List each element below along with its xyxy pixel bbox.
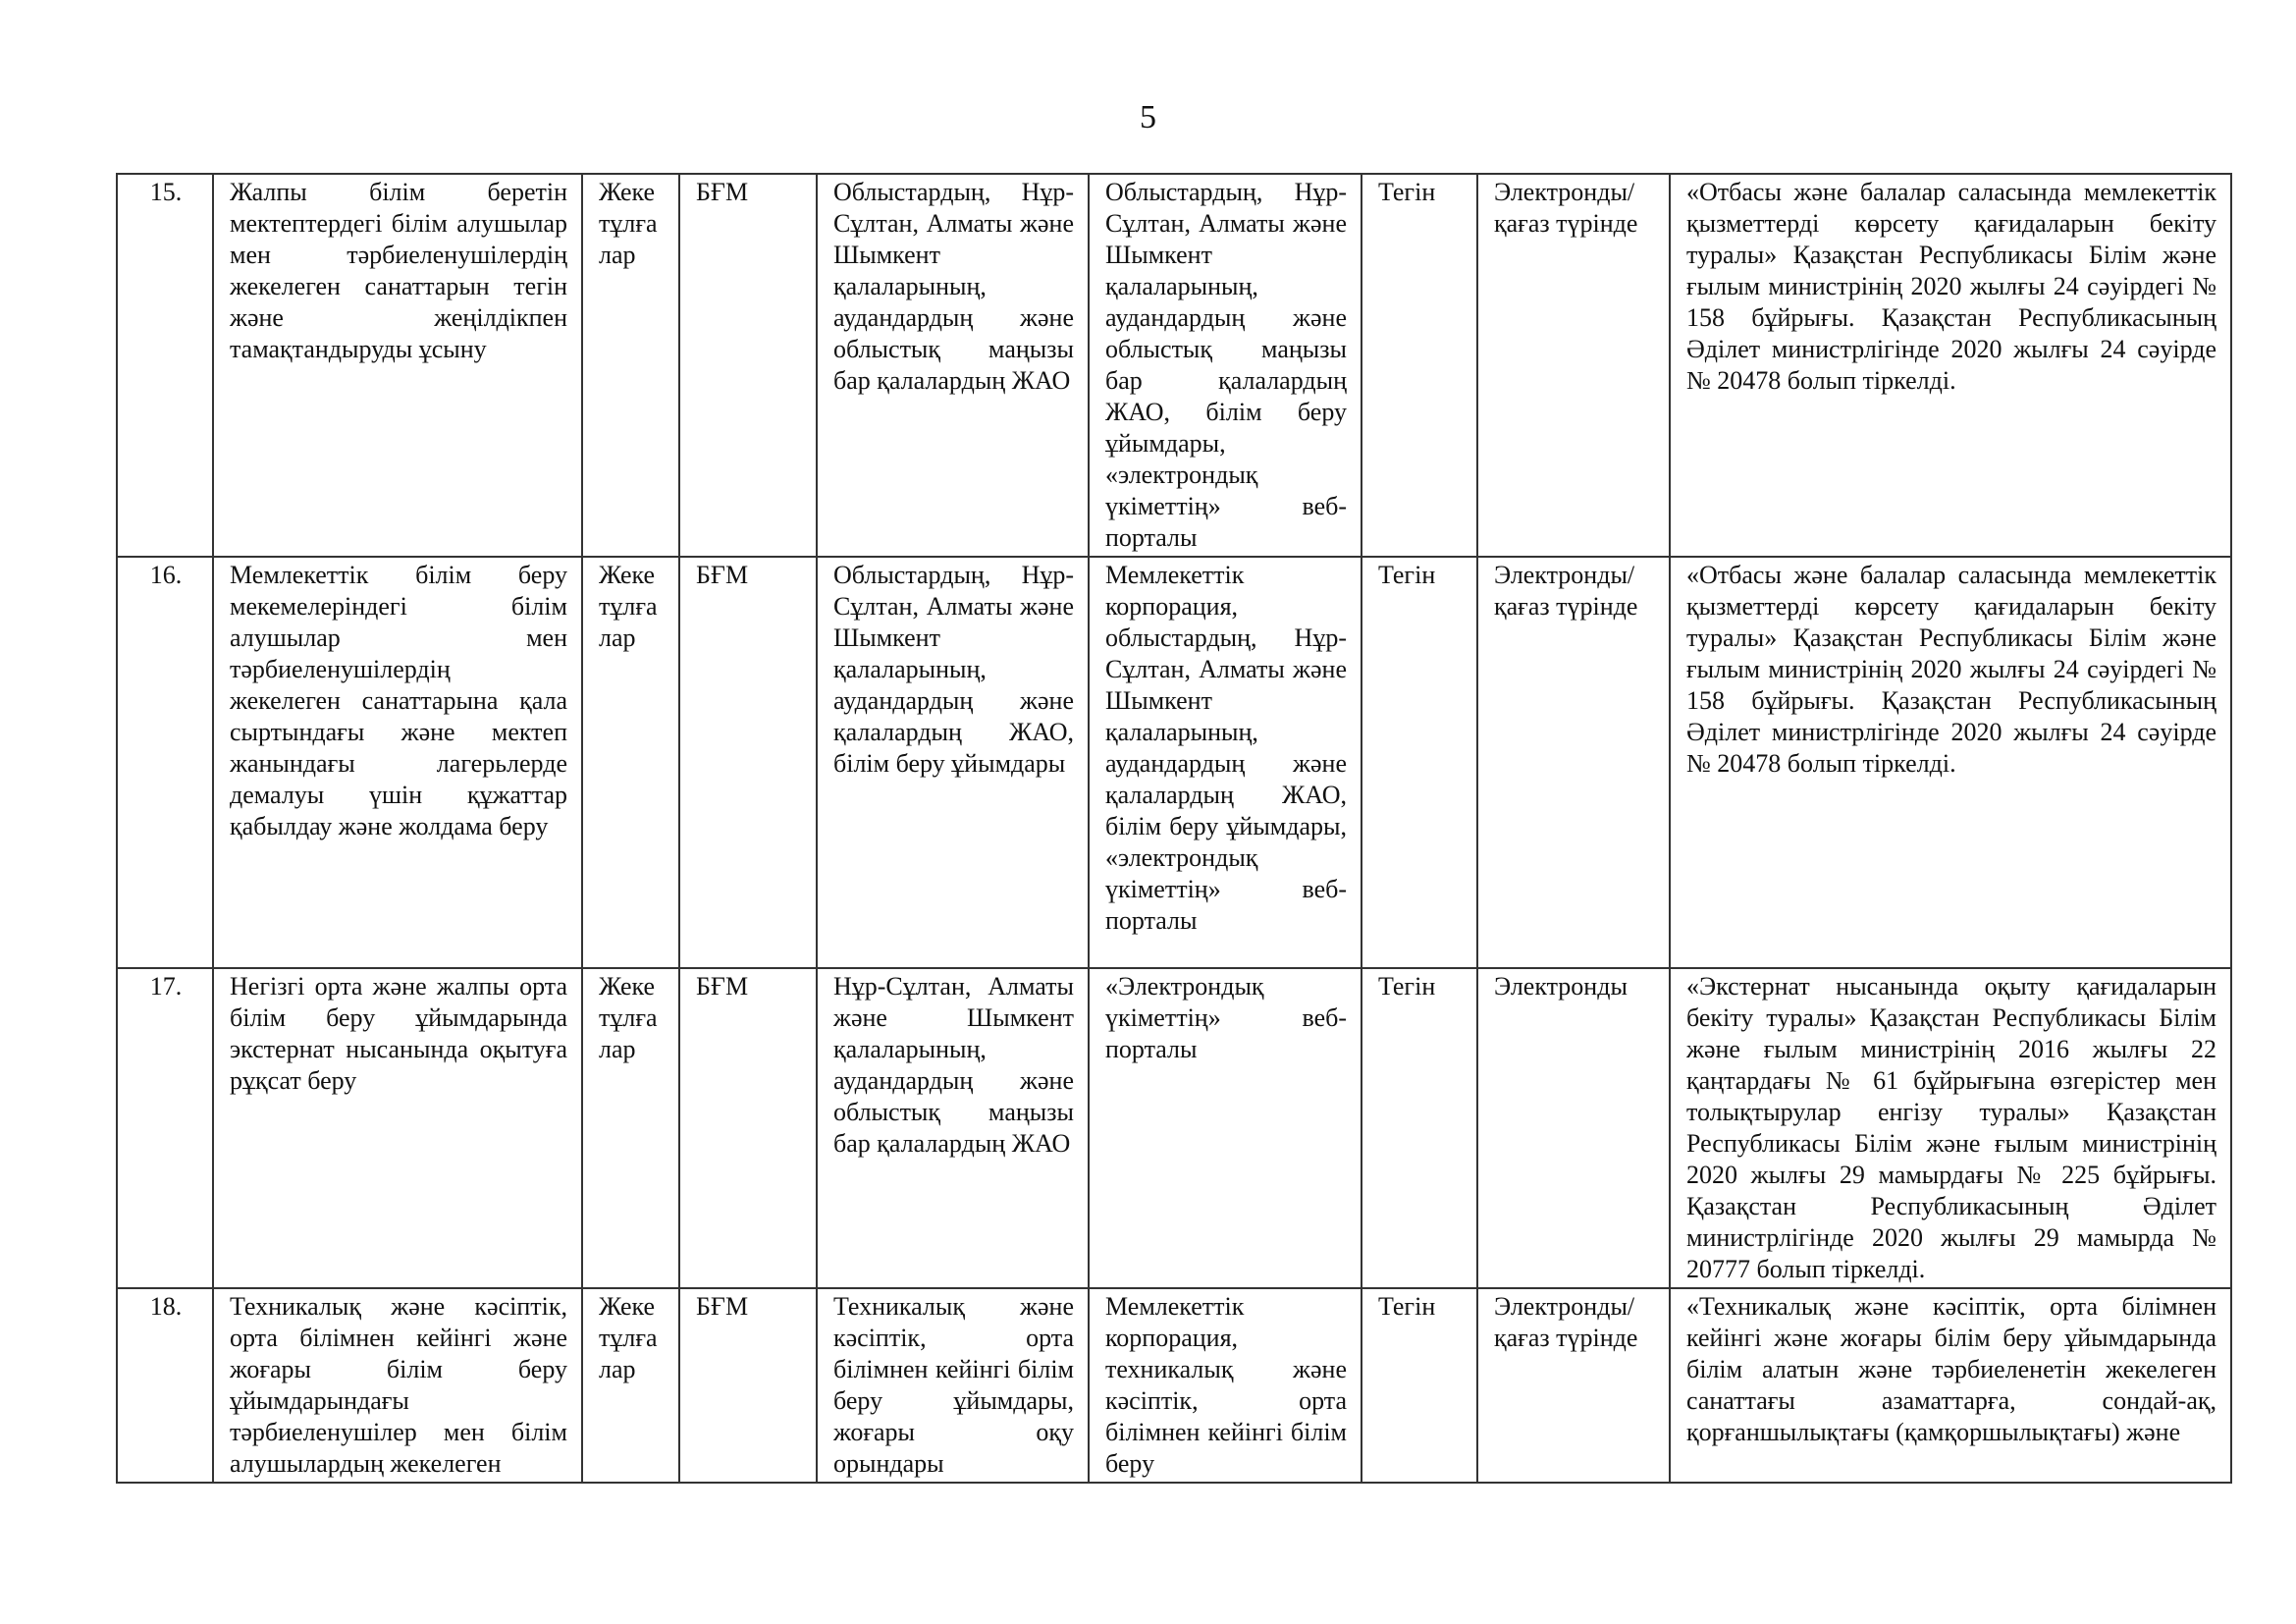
payment: Тегін <box>1362 174 1477 557</box>
row-number: 15. <box>117 174 213 557</box>
developer: Облыстардың, Нұр-Сұлтан, Алматы және Шымкент қалаларының, аудандардың және қалалардың ЖАО, білім беру ұйымдары <box>817 557 1089 968</box>
legal-act: «Экстернат нысанында оқыту қағидаларын бекіту туралы» Қазақстан Республикасы Білім және ғылым министрінің 2016 жылғы 22 қаңтардағы № 61 бұйрығына өзгерістер мен толықтырулар енгізу туралы» Қазақстан Республикасы Білім және ғылым министрінің 2020 жылғы 29 мамырдағы № 225 бұйрығы. Қазақстан Республикасының Әділет министрлігінде 2020 жылғы 29 мамырда № 20777 болып тіркелді. <box>1670 968 2231 1288</box>
delivery-form: Электронды/ қағаз түрінде <box>1477 1288 1670 1483</box>
provider: Мемлекеттік корпорация, техникалық және кәсіптік, орта білімнен кейінгі білім беру <box>1089 1288 1362 1483</box>
developer: Нұр-Сұлтан, Алматы және Шымкент қалаларының, аудандардың және облыстық маңызы бар қалалардың ЖАО <box>817 968 1089 1288</box>
delivery-form: Электронды <box>1477 968 1670 1288</box>
delivery-form: Электронды/ қағаз түрінде <box>1477 557 1670 968</box>
provider: Мемлекеттік корпорация, облыстардың, Нұр-Сұлтан, Алматы және Шымкент қалаларының, аудандардың және қалалардың ЖАО, білім беру ұйымдары, «электрондық үкіметтің» веб-порталы <box>1089 557 1362 968</box>
row-number: 16. <box>117 557 213 968</box>
row-number: 18. <box>117 1288 213 1483</box>
recipients: Жеке тұлға лар <box>582 174 679 557</box>
legal-act: «Отбасы және балалар саласында мемлекеттік қызметтерді көрсету қағидаларын бекіту туралы» Қазақстан Республикасы Білім және ғылым министрінің 2020 жылғы 24 сәуірдегі № 158 бұйрығы. Қазақстан Республикасының Әділет министрлігінде 2020 жылғы 24 сәуірде № 20478 болып тіркелді. <box>1670 557 2231 968</box>
table-row <box>117 557 2231 968</box>
legal-act: «Отбасы және балалар саласында мемлекеттік қызметтерді көрсету қағидаларын бекіту туралы» Қазақстан Республикасы Білім және ғылым министрінің 2020 жылғы 24 сәуірдегі № 158 бұйрығы. Қазақстан Республикасының Әділет министрлігінде 2020 жылғы 24 сәуірде № 20478 болып тіркелді. <box>1670 174 2231 557</box>
recipients: Жеке тұлға лар <box>582 1288 679 1483</box>
recipients: Жеке тұлға лар <box>582 968 679 1288</box>
table-row <box>117 1288 2231 1483</box>
legal-act: «Техникалық және кәсіптік, орта білімнен кейінгі және жоғары білім беру ұйымдарында білім алатын және тәрбиеленетін жекелеген санаттағы азаматтарға, сондай-ақ, қорғаншылықтағы (қамқоршылықтағы) және <box>1670 1288 2231 1483</box>
service-name: Техникалық және кәсіптік, орта білімнен кейінгі және жоғары білім беру ұйымдарындағы тәрбиеленушілер мен білім алушылардың жекелеген <box>213 1288 582 1483</box>
service-name: Жалпы білім беретін мектептердегі білім алушылар мен тәрбиеленушілердің жекелеген санаттарын тегін және жеңілдікпен тамақтандыруды ұсыну <box>213 174 582 557</box>
row-number: 17. <box>117 968 213 1288</box>
developer: Облыстардың, Нұр-Сұлтан, Алматы және Шымкент қалаларының, аудандардың және облыстық маңызы бар қалалардың ЖАО <box>817 174 1089 557</box>
developer: Техникалық және кәсіптік, орта білімнен кейінгі білім беру ұйымдары, жоғары оқу орындары <box>817 1288 1089 1483</box>
payment: Тегін <box>1362 557 1477 968</box>
provider: Облыстардың, Нұр-Сұлтан, Алматы және Шымкент қалаларының, аудандардың және облыстық маңызы бар қалалардың ЖАО, білім беру ұйымдары, «электрондық үкіметтің» веб-порталы <box>1089 174 1362 557</box>
service-name: Негізгі орта және жалпы орта білім беру ұйымдарында экстернат нысанында оқытуға рұқсат беру <box>213 968 582 1288</box>
recipients: Жеке тұлға лар <box>582 557 679 968</box>
payment: Тегін <box>1362 1288 1477 1483</box>
ministry: БҒМ <box>679 968 817 1288</box>
ministry: БҒМ <box>679 557 817 968</box>
ministry: БҒМ <box>679 1288 817 1483</box>
payment: Тегін <box>1362 968 1477 1288</box>
delivery-form: Электронды/ қағаз түрінде <box>1477 174 1670 557</box>
services-table <box>116 173 2232 1484</box>
page-number: 5 <box>1140 99 1156 135</box>
provider: «Электрондық үкіметтің» веб-порталы <box>1089 968 1362 1288</box>
ministry: БҒМ <box>679 174 817 557</box>
table-row <box>117 174 2231 557</box>
service-name: Мемлекеттік білім беру мекемелеріндегі білім алушылар мен тәрбиеленушілердің жекелеген санаттарына қала сыртындағы және мектеп жанындағы лагерьлерде демалуы үшін құжаттар қабылдау және жолдама беру <box>213 557 582 968</box>
table-row <box>117 968 2231 1288</box>
